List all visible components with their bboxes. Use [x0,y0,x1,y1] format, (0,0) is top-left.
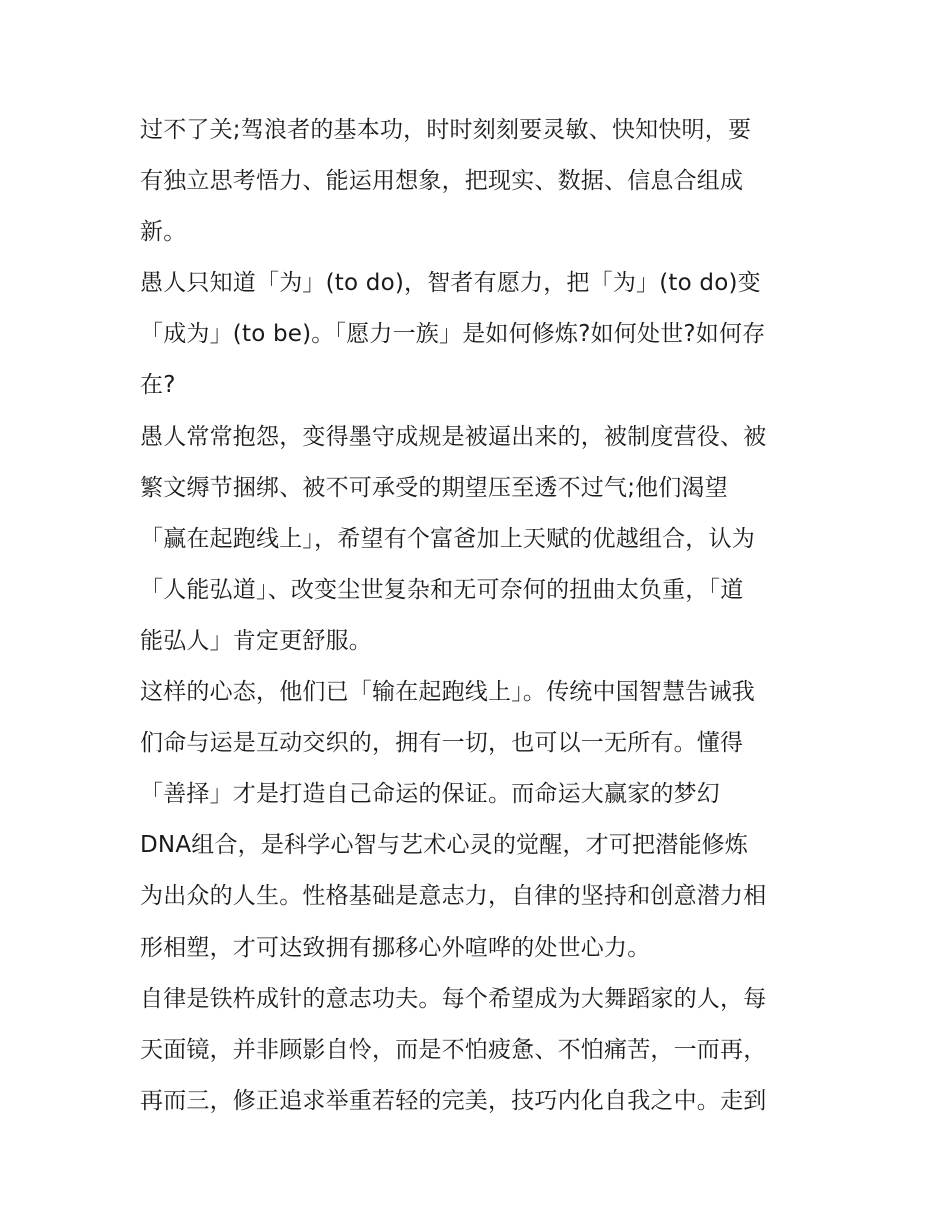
text-line: 「成为」(to be)。「愿力一族」是如何修炼?如何处世?如何存 [140,321,766,348]
text-line: 愚人只知道「为」(to do)，智者有愿力，把「为」(to do)变 [140,270,761,297]
text-line: 愚人常常抱怨，变得墨守成规是被逼出来的，被制度营役、被 [140,423,767,450]
text-line: 新。 [140,219,187,246]
text-line: 再而三，修正追求举重若轻的完美，技巧内化自我之中。走到 [140,1087,767,1114]
body-text [140,109,830,1131]
text-line: 「赢在起跑线上」，希望有个富爸加上天赋的优越组合，认为 [140,525,755,552]
text-line: 自律是铁杵成针的意志功夫。每个希望成为大舞蹈家的人，每 [140,985,767,1012]
text-line: 有独立思考悟力、能运用想象，把现实、数据、信息合组成 [140,168,744,195]
text-line: 在? [140,372,176,399]
text-line: 「善择」才是打造自己命运的保证。而命运大赢家的梦幻 [140,781,720,808]
text-line: 繁文缛节捆绑、被不可承受的期望压至透不过气;他们渴望 [140,474,728,501]
text-line: 「人能弘道」、改变尘世复杂和无可奈何的扭曲太负重，「道 [140,576,744,603]
text-line: 形相塑，才可达致拥有挪移心外喧哗的处世心力。 [140,934,651,961]
text-line: DNA组合，是科学心智与艺术心灵的觉醒，才可把潜能修炼 [140,832,749,859]
text-line: 为出众的人生。性格基础是意志力，自律的坚持和创意潜力相 [140,883,767,910]
text-line: 们命与运是互动交织的，拥有一切，也可以一无所有。懂得 [140,730,744,757]
text-line: 过不了关;驾浪者的基本功，时时刻刻要灵敏、快知快明，要 [140,117,752,143]
text-line: 能弘人」肯定更舒服。 [140,627,372,654]
text-line: 这样的心态，他们已「输在起跑线上」。传统中国智慧告诫我 [140,679,755,706]
text-line: 天面镜，并非顾影自怜，而是不怕疲惫、不怕痛苦，一而再， [140,1036,767,1063]
